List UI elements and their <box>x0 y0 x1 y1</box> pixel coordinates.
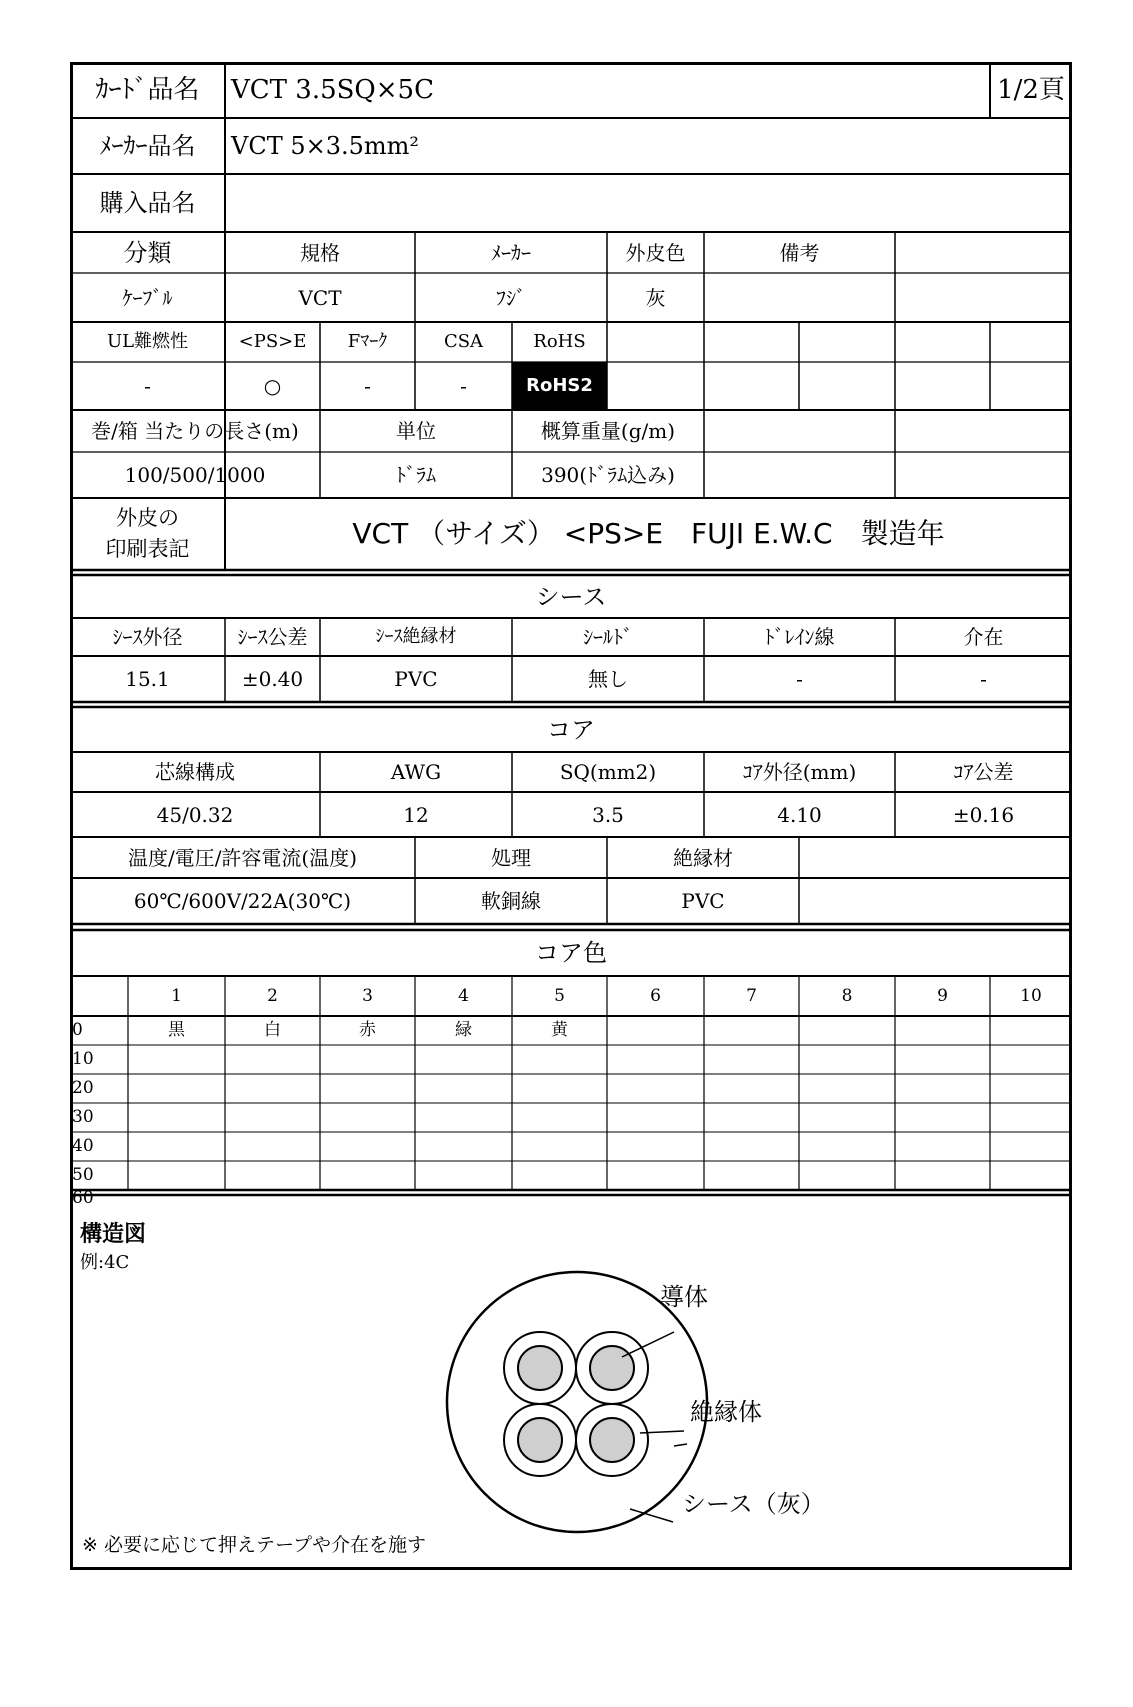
core-color-col-1: 1 <box>171 985 182 1006</box>
cert-label-4: RoHS <box>533 331 586 352</box>
packaging-value-1: ﾄﾞﾗﾑ <box>396 463 436 487</box>
rating-value-0: 60℃/600V/22A(30℃) <box>133 889 352 913</box>
packaging-value-0: 100/500/1000 <box>124 463 266 487</box>
core-color-col-7: 7 <box>746 985 757 1006</box>
print-label-line2: 印刷表記 <box>105 537 190 561</box>
core-color-row-0: 0 <box>72 1020 83 1040</box>
page-number: 1/2頁 <box>997 75 1065 105</box>
core-color-row-6: 60 <box>72 1190 94 1207</box>
rating-label-0: 温度/電圧/許容電流(温度) <box>127 845 358 870</box>
core-color-cell-0-1: 黒 <box>168 1020 185 1040</box>
core-color-row-1: 10 <box>72 1049 94 1069</box>
sheath-value-0: 15.1 <box>125 667 170 691</box>
card-name-value: VCT 3.5SQ×5C <box>231 75 434 105</box>
conductor-circle-1 <box>590 1346 634 1390</box>
core-color-title: コア色 <box>535 939 607 967</box>
insulator-label: 絶縁体 <box>690 1398 762 1426</box>
sheath-label-1: ｼｰｽ公差 <box>237 625 308 649</box>
rating-label-1: 処理 <box>491 845 531 870</box>
core-value-3: 4.10 <box>777 802 822 827</box>
classification-label-2: ﾒｰｶｰ <box>491 240 531 265</box>
core-color-row-5: 50 <box>72 1165 94 1185</box>
conductor-circle-0 <box>518 1346 562 1390</box>
classification-value-1: VCT <box>298 285 342 310</box>
maker-name-value: VCT 5×3.5mm² <box>231 132 420 160</box>
core-color-col-9: 9 <box>937 985 948 1006</box>
core-label-1: AWG <box>390 760 442 784</box>
packaging-value-2: 390(ﾄﾞﾗﾑ込み) <box>541 463 675 487</box>
core-value-1: 12 <box>403 802 429 827</box>
sheath-value-5: - <box>980 667 987 691</box>
packaging-label-2: 概算重量(g/m) <box>540 419 676 443</box>
sheath-label-3: ｼｰﾙﾄﾞ <box>583 625 633 649</box>
core-color-cell-0-5: 黄 <box>551 1020 568 1040</box>
sheath-label-0: ｼｰｽ外径 <box>112 625 183 649</box>
sheath-value-1: ±0.40 <box>241 667 304 691</box>
classification-label-4: 備考 <box>779 240 820 265</box>
sheath-value-2: PVC <box>394 667 438 691</box>
cert-value-4: RoHS2 <box>512 362 607 410</box>
sheath-value-4: - <box>796 667 803 691</box>
structure-example: 例:4C <box>80 1252 130 1273</box>
structure-note: ※ 必要に応じて押えテープや介在を施す <box>82 1534 427 1556</box>
cert-label-1: <PS>E <box>238 331 307 352</box>
cert-value-2: - <box>364 374 371 398</box>
core-color-col-4: 4 <box>458 985 469 1006</box>
structure-title: 構造図 <box>80 1222 147 1247</box>
core-color-col-6: 6 <box>650 985 661 1006</box>
core-color-col-2: 2 <box>267 985 278 1006</box>
core-color-row-3: 30 <box>72 1107 94 1127</box>
core-title: コア <box>547 715 595 744</box>
card-name-label: ｶｰﾄﾞ品名 <box>95 75 200 105</box>
sheath-label: シース（灰） <box>682 1490 825 1518</box>
core-color-col-10: 10 <box>1020 985 1042 1006</box>
rating-value-1: 軟銅線 <box>481 889 541 913</box>
conductor-label: 導体 <box>660 1283 708 1311</box>
cert-value-0: - <box>144 374 151 398</box>
packaging-label-1: 単位 <box>396 419 436 443</box>
classification-value-3: 灰 <box>645 285 666 310</box>
sheath-label-2: ｼｰｽ絶縁材 <box>375 626 457 647</box>
sheath-label-4: ﾄﾞﾚｲﾝ線 <box>764 625 835 649</box>
classification-value-0: ｹｰﾌﾞﾙ <box>122 285 173 310</box>
core-color-row-2: 20 <box>72 1078 94 1098</box>
core-color-col-5: 5 <box>554 985 565 1006</box>
core-value-2: 3.5 <box>592 802 624 827</box>
rating-value-2: PVC <box>681 889 725 913</box>
core-value-0: 45/0.32 <box>156 802 234 827</box>
print-label-line1: 外皮の <box>116 506 179 530</box>
core-color-col-8: 8 <box>841 985 853 1006</box>
spec-sheet <box>70 62 1072 1570</box>
conductor-circle-2 <box>518 1418 562 1462</box>
conductor-circle-3 <box>590 1418 634 1462</box>
classification-label-1: 規格 <box>300 240 340 265</box>
core-label-3: ｺｱ外径(mm) <box>742 760 857 784</box>
classification-label-0: 分類 <box>123 238 172 267</box>
sheath-title: シース <box>535 582 607 611</box>
cross-section-diagram <box>70 62 1072 1570</box>
classification-value-2: ﾌｼﾞ <box>496 285 526 310</box>
classification-label-3: 外皮色 <box>625 240 686 265</box>
packaging-label-0: 巻/箱 当たりの長さ(m) <box>91 419 299 443</box>
sheath-value-3: 無し <box>588 667 628 691</box>
core-color-cell-0-3: 赤 <box>359 1020 376 1040</box>
purchase-name-label: 購入品名 <box>99 189 196 217</box>
core-label-4: ｺｱ公差 <box>953 760 1014 784</box>
core-color-row-4: 40 <box>72 1136 94 1156</box>
cert-label-3: CSA <box>443 331 484 352</box>
core-label-0: 芯線構成 <box>155 760 235 784</box>
core-color-cell-0-2: 白 <box>264 1020 281 1040</box>
cert-value-3: - <box>460 374 467 398</box>
core-color-cell-0-4: 緑 <box>455 1020 472 1040</box>
cert-label-0: UL難燃性 <box>106 331 189 352</box>
core-color-col-3: 3 <box>362 985 373 1006</box>
sheath-label-5: 介在 <box>963 625 1004 649</box>
maker-name-label: ﾒｰｶｰ品名 <box>99 132 196 160</box>
core-label-2: SQ(mm2) <box>559 760 657 784</box>
cert-value-1: ○ <box>263 374 282 398</box>
rating-label-2: 絶縁材 <box>673 845 733 870</box>
cert-label-2: Fﾏｰｸ <box>347 331 388 352</box>
print-marking-value: VCT （サイズ） <PS>E FUJI E.W.C 製造年 <box>352 517 945 550</box>
core-value-4: ±0.16 <box>952 802 1015 827</box>
